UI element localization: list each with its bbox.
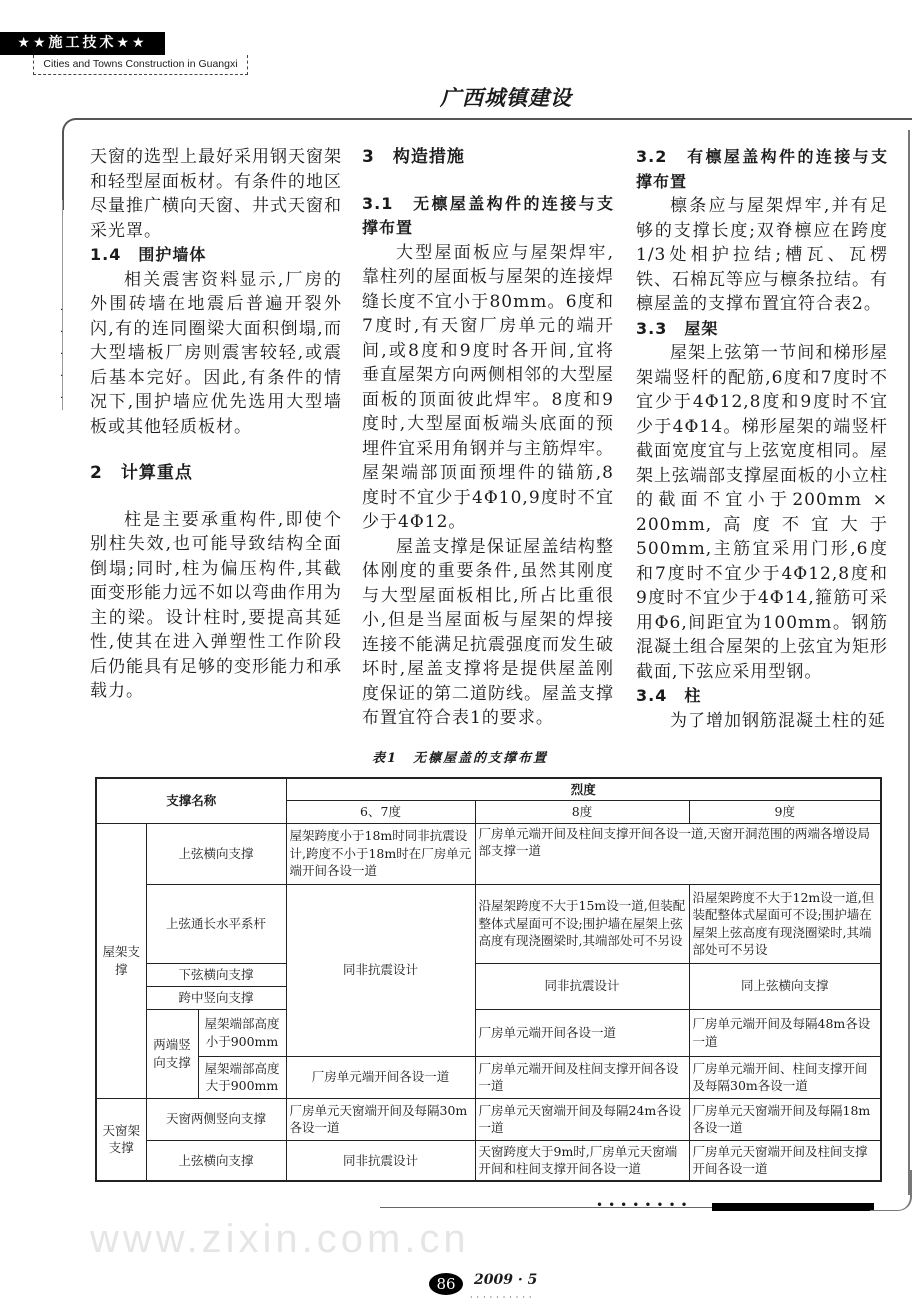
row-name: 下弦横向支撑 bbox=[146, 963, 286, 986]
row-name: 屋架端部高度小于900mm bbox=[198, 1009, 286, 1056]
group-cell: 屋架支撑 bbox=[96, 823, 146, 1098]
table-cell: 同非抗震设计 bbox=[475, 963, 689, 1009]
frame-right-line bbox=[908, 130, 910, 1195]
issue-date: 2009 · 5 bbox=[474, 1272, 538, 1288]
table-cell: 厂房单元天窗端开间及每隔18m各设一道 bbox=[689, 1098, 881, 1140]
column-2 bbox=[362, 145, 614, 731]
header-cell: 8度 bbox=[475, 800, 689, 823]
table-row bbox=[96, 1056, 881, 1098]
table-cell: 厂房单元端开间及柱间支撑开间各设一道 bbox=[475, 1056, 689, 1098]
header-cell: 烈度 bbox=[286, 778, 881, 800]
table-cell: 厂房单元端开间及柱间支撑开间各设一道,天窗开洞范围的两端各增设局部支撑一道 bbox=[475, 823, 881, 884]
paragraph: 屋盖支撑是保证屋盖结构整体刚度的重要条件,虽然其刚度与大型屋面板相比,所占比重很小,但是当屋面板与屋架的焊接连接不能满足抗震强度而发生破坏时,屋盖支撑将是提供屋盖刚度保证的第二道防线。屋盖支撑布置宜符合表1的要求。 bbox=[362, 536, 614, 728]
page-number: 86 bbox=[429, 1273, 463, 1295]
row-name: 屋架端部高度大于900mm bbox=[198, 1056, 286, 1098]
table-cell: 屋架跨度小于18m时同非抗震设计,跨度不小于18m时在厂房单元端开间各设一道 bbox=[286, 823, 475, 884]
table-cell: 厂房单元端开间、柱间支撑开间及每隔30m各设一道 bbox=[689, 1056, 881, 1098]
group-cell: 两端竖向支撑 bbox=[146, 1009, 198, 1098]
paragraph: 檩条应与屋架焊牢,并有足够的支撑长度;双脊檩应在跨度1/3处相护拉结;槽瓦、瓦楞铁、石棉瓦等应与檩条拉结。有檩屋盖的支撑布置宜符合表2。 bbox=[636, 196, 888, 314]
paragraph: 天窗的选型上最好采用钢天窗架和轻型屋面板材。有条件的地区尽量推广横向天窗、井式天窗和采光罩。 bbox=[90, 147, 342, 241]
table-cell: 沿屋架跨度不大于15m设一道,但装配整体式屋面可不设;围护墙在屋架上弦高度有现浇圈梁时,其端部处可不另设 bbox=[475, 884, 689, 963]
table-caption: 表1 无檩屋盖的支撑布置 bbox=[371, 751, 549, 766]
row-name: 上弦横向支撑 bbox=[146, 1140, 286, 1181]
table-cell: 厂房单元天窗端开间及柱间支撑开间各设一道 bbox=[689, 1140, 881, 1181]
table-cell: 厂房单元天窗端开间及每隔30m各设一道 bbox=[286, 1098, 475, 1140]
frame-corner bbox=[870, 1170, 912, 1211]
footer-dots: ·········· bbox=[470, 1293, 536, 1302]
table-cell: 同非抗震设计 bbox=[286, 1140, 475, 1181]
table-row bbox=[96, 884, 881, 963]
header-cell: 6、7度 bbox=[286, 800, 475, 823]
bottom-bar bbox=[712, 1203, 874, 1211]
group-cell: 天窗架支撑 bbox=[96, 1098, 146, 1181]
margin-dots: · · · · · bbox=[60, 305, 64, 404]
heading-3-2: 3.2 有檩屋盖构件的连接与支撑布置 bbox=[636, 147, 888, 191]
watermark: www.zixin.com.cn bbox=[90, 1217, 470, 1261]
paragraph: 相关震害资料显示,厂房的外围砖墙在地震后普遍开裂外闪,有的连同圈梁大面积倒塌,而大型墙板厂房则震害较轻,或震后基本完好。因此,有条件的情况下,围护墙应优先选用大型墙板或其他轻质板材。 bbox=[90, 269, 342, 437]
table-cell: 同上弦横向支撑 bbox=[689, 963, 881, 1009]
header-cell: 支撑名称 bbox=[96, 778, 286, 823]
table-cell: 天窗跨度大于9m时,厂房单元天窗端开间和柱间支撑开间各设一道 bbox=[475, 1140, 689, 1181]
row-name: 天窗两侧竖向支撑 bbox=[146, 1098, 286, 1140]
table-row bbox=[96, 1098, 881, 1140]
row-name: 上弦横向支撑 bbox=[146, 823, 286, 884]
section-label: ★★施工技术★★ bbox=[0, 32, 165, 55]
journal-english-title: Cities and Towns Construction in Guangxi bbox=[33, 55, 248, 75]
paragraph: 柱是主要承重构件,即使个别柱失效,也可能导致结构全面倒塌;同时,柱为偏压构件,其截面变形能力远不如以弯曲作用为主的梁。设计柱时,要提高其延性,使其在进入弹塑性工作阶段后仍能具有足够的变形能力和承载力。 bbox=[90, 509, 342, 701]
table-cell: 沿屋架跨度不大于12m设一道,但装配整体式屋面可不设;围护墙在屋架上弦高度有现浇圈梁时,其端部处可不另设 bbox=[689, 884, 881, 963]
table-cell: 厂房单元端开间各设一道 bbox=[475, 1009, 689, 1056]
journal-logo: 广西城镇建设 bbox=[440, 85, 572, 110]
heading-3-1: 3.1 无檩屋盖构件的连接与支撑布置 bbox=[362, 193, 614, 237]
table-header-row bbox=[96, 778, 881, 800]
row-name: 跨中竖向支撑 bbox=[146, 986, 286, 1009]
bracing-table bbox=[95, 777, 882, 1182]
table-cell: 厂房单元天窗端开间及每隔24m各设一道 bbox=[475, 1098, 689, 1140]
bottom-dots: •••••••• bbox=[596, 1198, 693, 1212]
table-cell: 同非抗震设计 bbox=[286, 884, 475, 1056]
table-row bbox=[96, 823, 881, 884]
row-name: 上弦通长水平系杆 bbox=[146, 884, 286, 963]
heading-2: 2 计算重点 bbox=[90, 463, 193, 483]
paragraph: 屋架上弦第一节间和梯形屋架端竖杆的配筋,6度和7度时不宜少于4Φ12,8度和9度时不宜少于4Φ14。梯形屋架的端竖杆截面宽度宜与上弦宽度相同。屋架上弦端部支撑屋面板的小立柱的截面不宜小于200mm × 200mm,高度不宜大于500mm,主筋宜采用门形,6度和7度时不宜少于4Φ12,8度和9度时不宜少于4Φ14,箍筋可采用Φ6,间距宜为100mm。钢筋混凝土组合屋架的上弦宜为矩形截面,下弦应采用型钢。 bbox=[636, 343, 888, 682]
table-row bbox=[96, 963, 881, 986]
header-cell: 9度 bbox=[689, 800, 881, 823]
heading-1-4: 1.4 围护墙体 bbox=[90, 245, 207, 264]
column-1 bbox=[90, 145, 342, 704]
paragraph: 为了增加钢筋混凝土柱的延 bbox=[670, 710, 886, 731]
table-cell: 厂房单元端开间及每隔48m各设一道 bbox=[689, 1009, 881, 1056]
heading-3-3: 3.3 屋架 bbox=[636, 318, 719, 338]
table-row bbox=[96, 1140, 881, 1181]
heading-3-4: 3.4 柱 bbox=[636, 686, 702, 705]
heading-3: 3 构造措施 bbox=[362, 147, 465, 167]
table-row bbox=[96, 1009, 881, 1056]
paragraph: 大型屋面板应与屋架焊牢,靠柱列的屋面板与屋架的连接焊缝长度不宜小于80mm。6度和7度时,有天窗厂房单元的端开间,或8度和9度时各开间,宜将垂直屋架方向两侧相邻的大型屋面板的顶面彼此焊牢。8度和9度时,大型屋面板端头底面的预埋件宜采用角钢并与主筋焊牢。屋架端部顶面预埋件的锚筋,8度时不宜少于4Φ10,9度时不宜少于4Φ12。 bbox=[362, 242, 614, 532]
table-cell: 厂房单元端开间各设一道 bbox=[286, 1056, 475, 1098]
column-3 bbox=[636, 145, 888, 733]
